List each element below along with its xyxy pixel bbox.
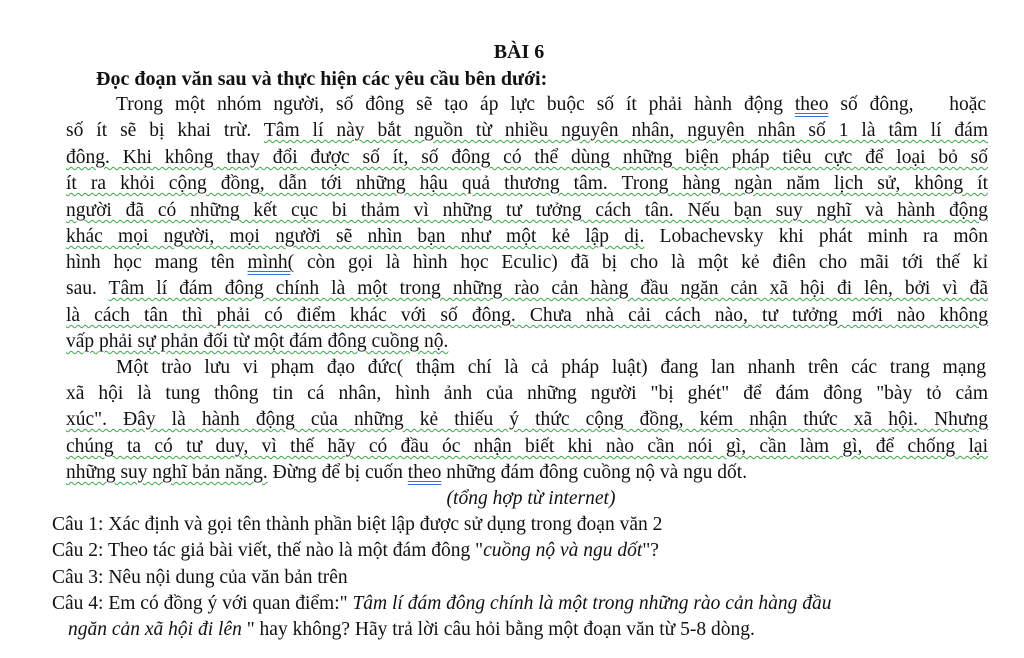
p1-line-3 — [66, 145, 988, 171]
p2-text: những suy nghĩ bản năng. — [66, 462, 268, 483]
question-1: Câu 1: Xác định và gọi tên thành phần biệt lập được sử dụng trong đoạn văn 2 — [52, 514, 663, 535]
p1-text: Lobachevsky khi phát minh ra môn — [644, 226, 988, 247]
question-emphasis: ngăn cản xã hội đi lên — [68, 619, 247, 640]
p1-text: Trong một nhóm người, số đông sẽ tạo áp lực buộc số ít phải hành động — [116, 94, 795, 115]
instruction-heading: Đọc đoạn văn sau và thực hiện các yêu cầu bên dưới: — [96, 68, 548, 90]
p1-text: mình( — [247, 252, 295, 273]
p1-text: Tâm lí đám đông chính là một trong những rào cản hàng đầu ngăn cản xã hội đi lên, bởi vì đã — [108, 278, 988, 299]
p1-text: sau. — [66, 278, 109, 299]
p1-line-9 — [66, 303, 988, 329]
p1-text: hình học mang tên — [66, 252, 248, 273]
p1-line-5 — [66, 198, 988, 224]
p1-line-10 — [66, 329, 988, 355]
p1-text: người đã có những kết cục bi thảm vì những tư tưởng cách tân. Nếu bạn suy nghĩ và hành động — [66, 200, 988, 221]
p1-text: đông. Khi không thay đổi được số ít, số đông có thể dùng những biện pháp tiêu cực để loại bỏ số — [66, 147, 988, 168]
p1-line-7 — [66, 250, 988, 276]
p1-text: số ít sẽ bị khai trừ. — [66, 120, 264, 141]
p2-line-5 — [66, 460, 988, 486]
question-4 — [52, 591, 831, 617]
question-3: Câu 3: Nêu nội dung của văn bản trên — [52, 567, 348, 588]
question-text: Câu 4: Em có đồng ý với quan điểm:" — [52, 593, 353, 614]
p2-text: Một trào lưu vi phạm đạo đức( thậm chí là cả pháp luật) đang lan nhanh trên các trang mạng — [116, 357, 986, 378]
question-emphasis: cuồng nộ và ngu dốt — [483, 540, 643, 561]
p1-text: còn gọi là hình học Eculic) đã bị cho là một kẻ điên cho mãi tới thế kỉ — [294, 252, 989, 273]
p2-text: Đừng để bị cuốn — [267, 462, 408, 483]
p1-text: Tâm lí này bắt nguồn từ nhiều nguyên nhân, nguyên nhân số 1 là tâm lí đám — [263, 120, 988, 141]
question-emphasis: Tâm lí đám đông chính là một trong những rào cản hàng đầu — [352, 593, 832, 614]
p2-line-1 — [116, 355, 986, 381]
p1-text: hoặc — [949, 94, 987, 115]
p2-text: theo — [407, 462, 442, 483]
p2-text: xã hội là tung thông tin cá nhân, hình ảnh của những người "bị ghét" để đám đông "bày tỏ cảm — [66, 383, 988, 404]
p1-text: số đông, — [828, 94, 914, 115]
p1-text: là cách tân thì phải có điểm khác với số đông. Chưa nhà cải cách nào, tư tưởng mới nào không — [66, 305, 988, 326]
question-text: " hay không? Hãy trả lời câu hỏi bằng một đoạn văn từ 5-8 dòng. — [246, 619, 755, 640]
p1-line-1 — [116, 92, 986, 118]
p1-line-4 — [66, 171, 988, 197]
p2-line-4 — [66, 434, 988, 460]
p2-text: những đám đông cuồng nộ và ngu dốt. — [441, 462, 748, 483]
p1-line-2 — [66, 118, 988, 144]
p1-text: theo — [794, 94, 829, 115]
question-2 — [52, 538, 659, 564]
p1-line-8 — [66, 276, 988, 302]
p2-text: chúng ta có tư duy, vì thế hãy có đầu óc nhận biết khi nào cần nói gì, cần làm gì, để chống lại — [66, 436, 988, 457]
source-citation: (tổng hợp từ internet) — [446, 488, 616, 509]
p1-text: ít ra khỏi cộng đồng, dẫn tới những hậu quả thương tâm. Trong hàng ngàn năm lịch sử, không ít — [66, 173, 988, 194]
question-text: "? — [642, 540, 659, 561]
p2-text: xúc". Đây là hành động của những kẻ thiếu ý thức cộng đồng, kém nhận thức xã hội. Nhưng — [66, 409, 988, 430]
p1-line-6 — [66, 224, 988, 250]
question-4-continued — [68, 617, 755, 643]
p1-text: khác mọi người, mọi người sẽ nhìn bạn như một kẻ lập dị. — [66, 226, 645, 247]
p1-text: vấp phải sự phản đối từ một đám đông cuồng nộ. — [66, 331, 449, 352]
question-text: Câu 2: Theo tác giả bài viết, thế nào là một đám đông " — [52, 540, 484, 561]
page-title: BÀI 6 — [493, 41, 545, 63]
p2-line-3 — [66, 407, 988, 433]
p2-line-2 — [66, 381, 988, 407]
